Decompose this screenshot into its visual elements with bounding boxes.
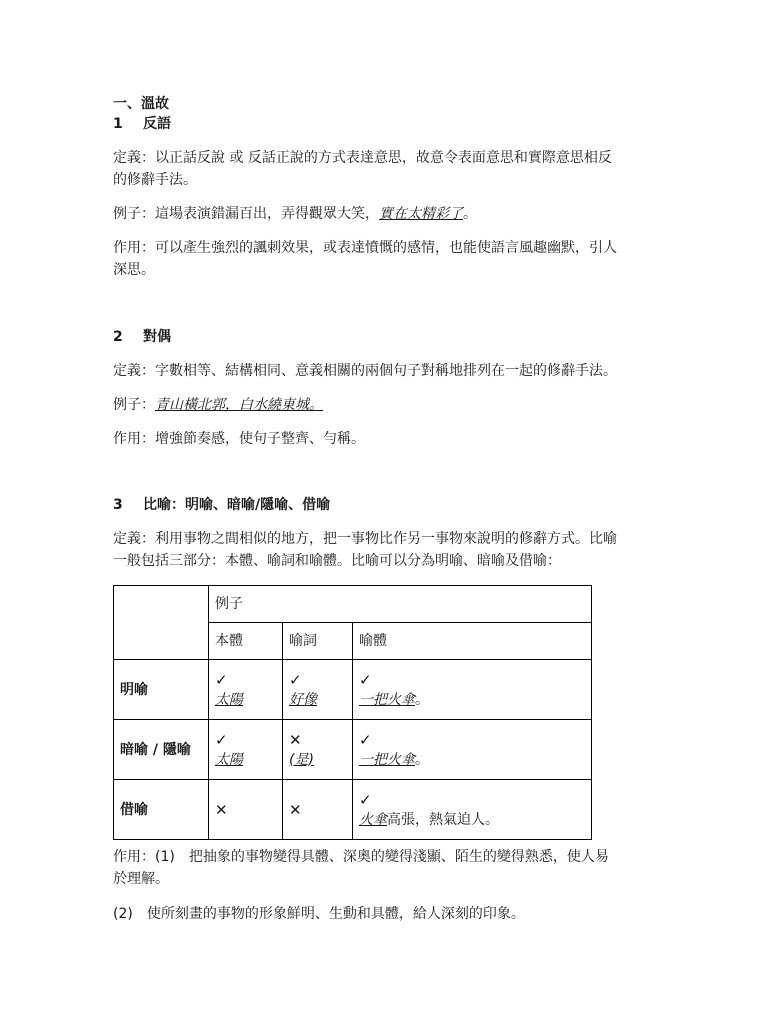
section-2-example (113, 394, 323, 416)
column-header-benti: 本體 (209, 623, 283, 660)
benti-cell (209, 660, 283, 720)
check-icon: ✓ (359, 730, 372, 749)
yuti-text: 一把火傘 (359, 751, 415, 768)
example-quote: 青山橫北郭，白水繞東城。 (155, 397, 323, 413)
yuti-rest: 。 (415, 691, 429, 708)
section-2-definition: 定義：字數相等、結構相同、意義相關的兩個句子對稱地排列在一起的修辭手法。 (113, 363, 617, 379)
yuti-cell (353, 720, 592, 780)
check-icon: ✓ (289, 670, 302, 689)
yuti-rest: 。 (415, 751, 429, 768)
cross-icon: ✕ (289, 800, 302, 819)
cross-icon: ✕ (289, 730, 302, 749)
table-row (114, 720, 592, 780)
section-1-effect-line1: 作用：可以產生強烈的諷刺效果，或表達憤慨的感情，也能使語言風趣幽默，引人 (113, 240, 617, 256)
cross-icon: ✕ (215, 800, 228, 819)
metaphor-table (113, 585, 592, 840)
section-2-effect: 作用：增強節奏感，使句子整齊、勻稱。 (113, 431, 365, 447)
benti-cell (209, 720, 283, 780)
yuti-rest: 高張，熱氣迫人。 (387, 811, 499, 828)
section-title: 反語 (143, 116, 171, 132)
example-suffix: 。 (463, 206, 477, 222)
check-icon: ✓ (215, 670, 228, 689)
main-heading: 一、溫故 (113, 96, 169, 112)
yuci-cell (283, 780, 353, 840)
benti-cell (209, 780, 283, 840)
section-2-title (113, 326, 171, 348)
yuci-cell (283, 660, 353, 720)
section-number: 3 (113, 497, 123, 513)
section-1-definition-line1: 定義：以正話反說 或 反話正說的方式表達意思，故意令表面意思和實際意思相反 (113, 150, 612, 166)
column-header-yuti: 喻體 (353, 623, 592, 660)
section-title: 比喻：明喻、暗喻/隱喻、借喻 (143, 497, 331, 513)
section-1-definition-line2: 的修辭手法。 (113, 172, 197, 188)
section-number: 2 (113, 329, 123, 345)
table-row (114, 660, 592, 720)
section-3-effect1-line1: 作用：(1) 把抽象的事物變得具體、深奧的變得淺顯、陌生的變得熟悉，使人易 (113, 849, 609, 865)
section-3-effect1-line2: 於理解。 (113, 871, 169, 887)
section-1-effect-line2: 深思。 (113, 262, 155, 278)
yuci-text: (是) (289, 751, 314, 768)
example-prefix: 例子：這場表演錯漏百出，弄得觀眾大笑， (113, 206, 379, 222)
yuti-text: 火傘 (359, 811, 387, 828)
section-1-title (113, 113, 171, 135)
table-group-header: 例子 (209, 586, 592, 623)
section-number: 1 (113, 116, 123, 132)
table-header-row (114, 586, 592, 623)
row-type-label: 明喻 (114, 660, 209, 720)
column-header-yuci: 喻詞 (283, 623, 353, 660)
table-row (114, 780, 592, 840)
yuci-cell (283, 720, 353, 780)
yuti-text: 一把火傘 (359, 691, 415, 708)
benti-text: 太陽 (215, 691, 243, 708)
section-title: 對偶 (143, 329, 171, 345)
check-icon: ✓ (215, 730, 228, 749)
table-corner-cell (114, 586, 209, 660)
yuci-text: 好像 (289, 691, 317, 708)
section-3-effect2: (2) 使所刻畫的事物的形象鮮明、生動和具體，給人深刻的印象。 (113, 906, 525, 922)
section-3-definition-line1: 定義：利用事物之間相似的地方，把一事物比作另一事物來說明的修辭方式。比喻 (113, 531, 617, 547)
yuti-cell (353, 660, 592, 720)
check-icon: ✓ (359, 670, 372, 689)
row-type-label: 借喻 (114, 780, 209, 840)
section-1-example (113, 203, 477, 225)
example-quote: 實在太精彩了 (379, 206, 463, 222)
row-type-label: 暗喻 / 隱喻 (114, 720, 209, 780)
check-icon: ✓ (359, 790, 372, 809)
example-prefix: 例子： (113, 397, 155, 413)
benti-text: 太陽 (215, 751, 243, 768)
yuti-cell (353, 780, 592, 840)
section-3-definition-line2: 一般包括三部分：本體、喻詞和喻體。比喻可以分為明喻、暗喻及借喻： (113, 553, 561, 569)
section-3-title (113, 494, 330, 516)
